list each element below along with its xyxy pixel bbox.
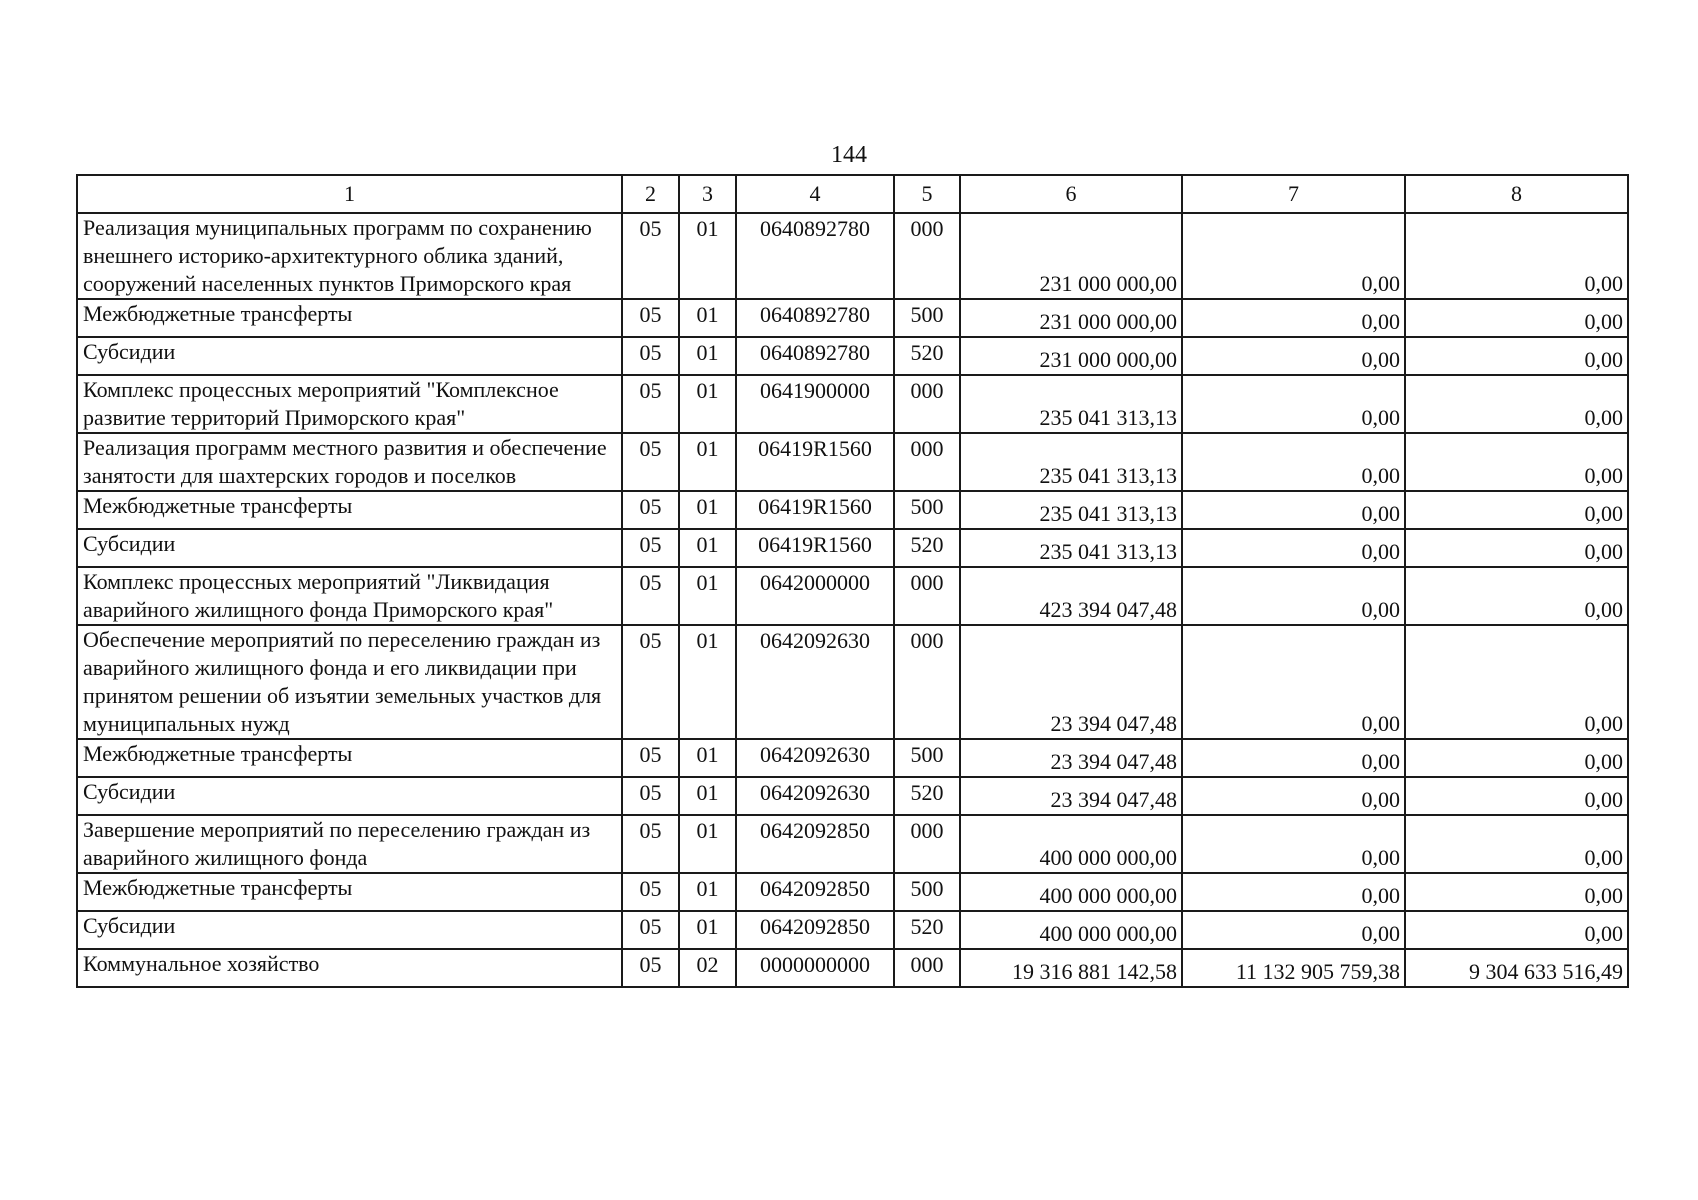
table-row: [77, 567, 1628, 625]
target-article-code: 0640892780: [736, 337, 894, 375]
amount-col-6: 23 394 047,48: [960, 777, 1182, 815]
expense-type-code: 520: [894, 911, 960, 949]
table-row: [77, 777, 1628, 815]
subsection-code: 02: [679, 949, 736, 987]
amount-col-6: 23 394 047,48: [960, 625, 1182, 739]
target-article-code: 06419R1560: [736, 529, 894, 567]
row-name: Реализация программ местного развития и обеспечение занятости для шахтерских городов и поселков: [77, 433, 622, 491]
amount-col-7: 11 132 905 759,38: [1182, 949, 1405, 987]
amount-col-8: 0,00: [1405, 337, 1628, 375]
amount-col-7: 0,00: [1182, 491, 1405, 529]
row-name: Субсидии: [77, 911, 622, 949]
section-code: 05: [622, 911, 679, 949]
expense-type-code: 000: [894, 567, 960, 625]
amount-col-7: 0,00: [1182, 625, 1405, 739]
amount-col-6: 400 000 000,00: [960, 815, 1182, 873]
amount-col-6: 231 000 000,00: [960, 337, 1182, 375]
amount-col-6: 235 041 313,13: [960, 375, 1182, 433]
expense-type-code: 000: [894, 815, 960, 873]
amount-col-6: 400 000 000,00: [960, 873, 1182, 911]
row-name: Межбюджетные трансферты: [77, 491, 622, 529]
row-name: Комплекс процессных мероприятий "Комплексное развитие территорий Приморского края": [77, 375, 622, 433]
row-name: Комплекс процессных мероприятий "Ликвидация аварийного жилищного фонда Приморского края": [77, 567, 622, 625]
amount-col-6: 400 000 000,00: [960, 911, 1182, 949]
section-code: 05: [622, 567, 679, 625]
subsection-code: 01: [679, 337, 736, 375]
amount-col-6: 235 041 313,13: [960, 491, 1182, 529]
expense-type-code: 520: [894, 529, 960, 567]
target-article-code: 0642092850: [736, 815, 894, 873]
subsection-code: 01: [679, 213, 736, 299]
column-header: 2: [622, 175, 679, 213]
amount-col-6: 231 000 000,00: [960, 299, 1182, 337]
column-header: 4: [736, 175, 894, 213]
amount-col-6: 19 316 881 142,58: [960, 949, 1182, 987]
table-row: [77, 815, 1628, 873]
section-code: 05: [622, 949, 679, 987]
row-name: Субсидии: [77, 777, 622, 815]
amount-col-8: 0,00: [1405, 911, 1628, 949]
table-row: [77, 299, 1628, 337]
subsection-code: 01: [679, 911, 736, 949]
section-code: 05: [622, 777, 679, 815]
amount-col-8: 0,00: [1405, 815, 1628, 873]
target-article-code: 0641900000: [736, 375, 894, 433]
amount-col-8: 0,00: [1405, 625, 1628, 739]
table-row: [77, 911, 1628, 949]
table-body: [77, 213, 1628, 987]
expense-type-code: 000: [894, 375, 960, 433]
expense-type-code: 500: [894, 873, 960, 911]
table-row: [77, 625, 1628, 739]
subsection-code: 01: [679, 567, 736, 625]
target-article-code: 0642092850: [736, 873, 894, 911]
amount-col-8: 0,00: [1405, 213, 1628, 299]
expense-type-code: 500: [894, 739, 960, 777]
amount-col-7: 0,00: [1182, 873, 1405, 911]
column-header: 7: [1182, 175, 1405, 213]
subsection-code: 01: [679, 375, 736, 433]
expense-type-code: 000: [894, 213, 960, 299]
target-article-code: 0640892780: [736, 299, 894, 337]
row-name: Завершение мероприятий по переселению граждан из аварийного жилищного фонда: [77, 815, 622, 873]
table-row: [77, 873, 1628, 911]
subsection-code: 01: [679, 777, 736, 815]
subsection-code: 01: [679, 299, 736, 337]
amount-col-8: 0,00: [1405, 299, 1628, 337]
amount-col-8: 0,00: [1405, 567, 1628, 625]
column-header: 8: [1405, 175, 1628, 213]
column-header: 6: [960, 175, 1182, 213]
amount-col-7: 0,00: [1182, 739, 1405, 777]
table-row: [77, 375, 1628, 433]
amount-col-7: 0,00: [1182, 815, 1405, 873]
amount-col-7: 0,00: [1182, 529, 1405, 567]
amount-col-8: 0,00: [1405, 873, 1628, 911]
section-code: 05: [622, 375, 679, 433]
amount-col-8: 0,00: [1405, 375, 1628, 433]
amount-col-7: 0,00: [1182, 337, 1405, 375]
target-article-code: 0642092630: [736, 739, 894, 777]
amount-col-6: 423 394 047,48: [960, 567, 1182, 625]
target-article-code: 0642000000: [736, 567, 894, 625]
amount-col-7: 0,00: [1182, 375, 1405, 433]
section-code: 05: [622, 873, 679, 911]
target-article-code: 0642092630: [736, 625, 894, 739]
target-article-code: 06419R1560: [736, 491, 894, 529]
section-code: 05: [622, 337, 679, 375]
amount-col-8: 0,00: [1405, 777, 1628, 815]
section-code: 05: [622, 213, 679, 299]
amount-col-7: 0,00: [1182, 213, 1405, 299]
section-code: 05: [622, 815, 679, 873]
page-number: 144: [831, 142, 867, 168]
table-row: [77, 739, 1628, 777]
target-article-code: 0640892780: [736, 213, 894, 299]
row-name: Коммунальное хозяйство: [77, 949, 622, 987]
amount-col-7: 0,00: [1182, 567, 1405, 625]
expense-type-code: 000: [894, 433, 960, 491]
amount-col-8: 0,00: [1405, 529, 1628, 567]
subsection-code: 01: [679, 491, 736, 529]
section-code: 05: [622, 491, 679, 529]
target-article-code: 0642092850: [736, 911, 894, 949]
amount-col-8: 0,00: [1405, 491, 1628, 529]
table-row: [77, 949, 1628, 987]
expense-type-code: 000: [894, 949, 960, 987]
column-header: 5: [894, 175, 960, 213]
table-row: [77, 529, 1628, 567]
row-name: Межбюджетные трансферты: [77, 299, 622, 337]
expense-type-code: 500: [894, 299, 960, 337]
row-name: Межбюджетные трансферты: [77, 739, 622, 777]
subsection-code: 01: [679, 529, 736, 567]
amount-col-7: 0,00: [1182, 911, 1405, 949]
row-name: Реализация муниципальных программ по сохранению внешнего историко-архитектурного облика зданий, сооружений населенных пунктов Приморского края: [77, 213, 622, 299]
amount-col-6: 231 000 000,00: [960, 213, 1182, 299]
row-name: Межбюджетные трансферты: [77, 873, 622, 911]
subsection-code: 01: [679, 815, 736, 873]
section-code: 05: [622, 529, 679, 567]
subsection-code: 01: [679, 873, 736, 911]
budget-table: [76, 174, 1629, 988]
expense-type-code: 000: [894, 625, 960, 739]
amount-col-8: 0,00: [1405, 739, 1628, 777]
table-row: [77, 491, 1628, 529]
amount-col-7: 0,00: [1182, 299, 1405, 337]
section-code: 05: [622, 625, 679, 739]
column-header: 3: [679, 175, 736, 213]
row-name: Субсидии: [77, 337, 622, 375]
row-name: Субсидии: [77, 529, 622, 567]
subsection-code: 01: [679, 739, 736, 777]
amount-col-7: 0,00: [1182, 433, 1405, 491]
section-code: 05: [622, 739, 679, 777]
amount-col-7: 0,00: [1182, 777, 1405, 815]
expense-type-code: 520: [894, 777, 960, 815]
amount-col-6: 235 041 313,13: [960, 529, 1182, 567]
amount-col-8: 0,00: [1405, 433, 1628, 491]
subsection-code: 01: [679, 433, 736, 491]
table-row: [77, 337, 1628, 375]
expense-type-code: 500: [894, 491, 960, 529]
amount-col-6: 235 041 313,13: [960, 433, 1182, 491]
column-header: 1: [77, 175, 622, 213]
column-number-row: [77, 175, 1628, 213]
table-row: [77, 213, 1628, 299]
subsection-code: 01: [679, 625, 736, 739]
target-article-code: 06419R1560: [736, 433, 894, 491]
amount-col-6: 23 394 047,48: [960, 739, 1182, 777]
amount-col-8: 9 304 633 516,49: [1405, 949, 1628, 987]
expense-type-code: 520: [894, 337, 960, 375]
row-name: Обеспечение мероприятий по переселению граждан из аварийного жилищного фонда и его ликвидации при принятом решении об изъятии земельных участков для муниципальных нужд: [77, 625, 622, 739]
section-code: 05: [622, 433, 679, 491]
table-row: [77, 433, 1628, 491]
target-article-code: 0642092630: [736, 777, 894, 815]
target-article-code: 0000000000: [736, 949, 894, 987]
section-code: 05: [622, 299, 679, 337]
